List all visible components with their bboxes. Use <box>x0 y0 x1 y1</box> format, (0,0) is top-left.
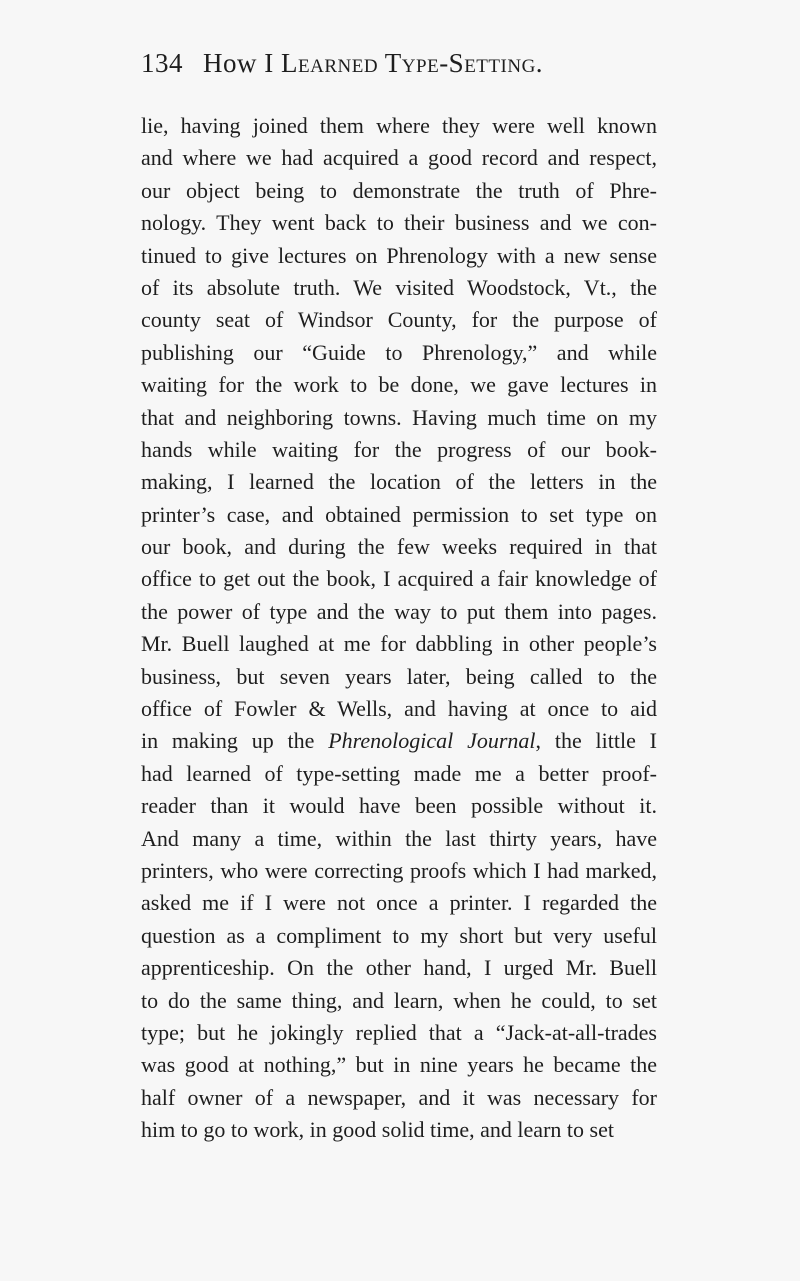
text-line: hands while waiting for the progress of our book- <box>141 436 657 462</box>
text-line: the power of type and the way to put them into pages. <box>141 598 657 624</box>
text-line: And many a time, within the last thirty years, have <box>141 825 657 851</box>
running-head <box>141 48 657 84</box>
page-number: 134 <box>141 48 183 78</box>
text-line: business, but seven years later, being called to the <box>141 663 657 689</box>
text-line: county seat of Windsor County, for the purpose of <box>141 307 657 333</box>
text-line: apprenticeship. On the other hand, I urged Mr. Buell <box>141 955 657 981</box>
text-line: question as a compliment to my short but very useful <box>141 922 657 948</box>
text-line: office of Fowler & Wells, and having at once to aid <box>141 696 657 722</box>
text-line: our object being to demonstrate the truth of Phre- <box>141 177 657 203</box>
text-line: type; but he jokingly replied that a “Jack-at-all-trades <box>141 1019 657 1045</box>
text-line: reader than it would have been possible without it. <box>141 793 657 819</box>
text-line: nology. They went back to their business and we con- <box>141 210 657 236</box>
text-line: and where we had acquired a good record and respect, <box>141 145 657 171</box>
text-line: making, I learned the location of the letters in the <box>141 469 657 495</box>
line-segment: in making up the <box>141 728 329 754</box>
text-line: printer’s case, and obtained permission to set type on <box>141 501 657 527</box>
journal-title-italic: Phrenological Journal <box>328 728 536 754</box>
body-text <box>141 110 657 1147</box>
text-line: to do the same thing, and learn, when he could, to set <box>141 987 657 1013</box>
text-line: that and neighboring towns. Having much time on my <box>141 404 657 430</box>
text-line-with-italic <box>141 725 657 757</box>
text-line: printers, who were correcting proofs which I had marked, <box>141 857 657 883</box>
text-line: publishing our “Guide to Phrenology,” and while <box>141 339 657 365</box>
text-line: waiting for the work to be done, we gave lectures in <box>141 372 657 398</box>
text-line: our book, and during the few weeks required in that <box>141 534 657 560</box>
text-line: half owner of a newspaper, and it was necessary for <box>141 1084 657 1110</box>
text-line: asked me if I were not once a printer. I regarded the <box>141 890 657 916</box>
text-line: office to get out the book, I acquired a fair knowledge of <box>141 566 657 592</box>
text-line: tinued to give lectures on Phrenology with a new sense <box>141 242 657 268</box>
text-line: Mr. Buell laughed at me for dabbling in other people’s <box>141 631 657 657</box>
text-line: of its absolute truth. We visited Woodstock, Vt., the <box>141 274 657 300</box>
line-segment: , the little I <box>535 728 658 754</box>
text-line: was good at nothing,” but in nine years he became the <box>141 1052 657 1078</box>
text-line: had learned of type-setting made me a better proof- <box>141 760 657 786</box>
running-title <box>203 48 543 79</box>
running-title-prefix: How I <box>203 48 281 78</box>
running-title-small-caps: Learned Type-Setting. <box>281 48 544 78</box>
text-line: him to go to work, in good solid time, and learn to set <box>141 1117 614 1143</box>
text-line: lie, having joined them where they were well known <box>141 113 657 138</box>
